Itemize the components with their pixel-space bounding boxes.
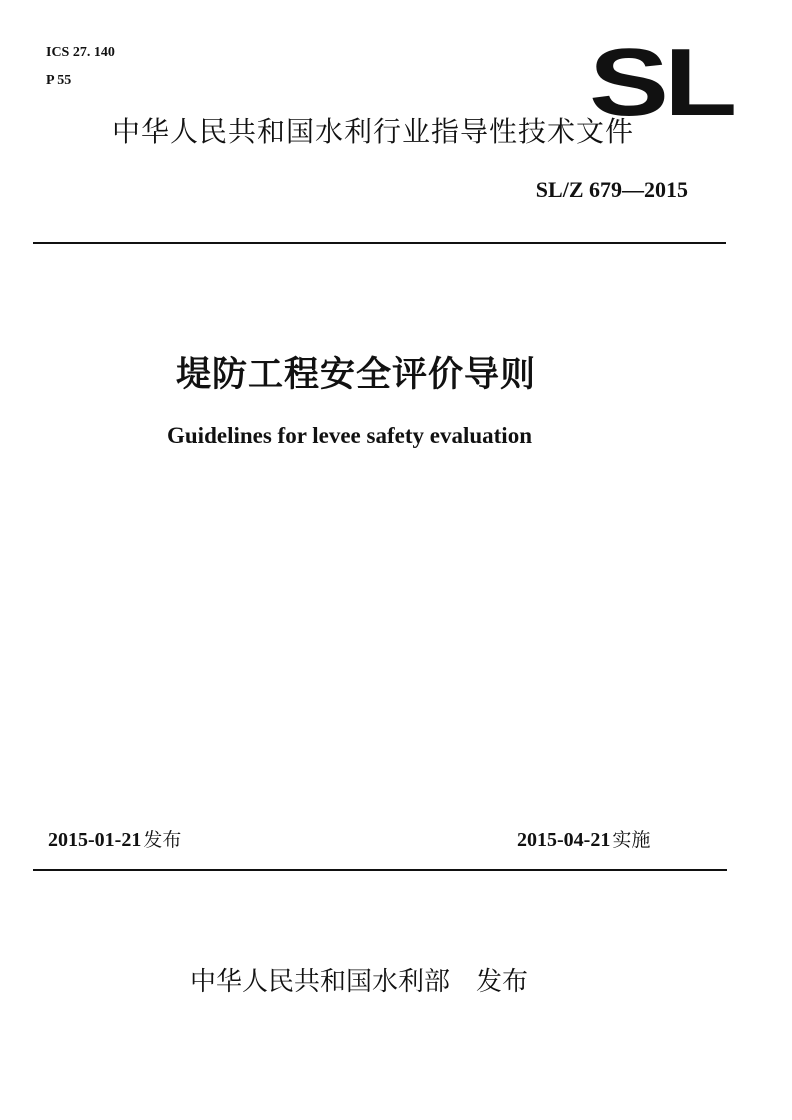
issue-label: 发布 xyxy=(143,829,182,851)
top-divider xyxy=(33,242,726,244)
standard-number: SL/Z 679—2015 xyxy=(535,177,688,202)
english-title: Guidelines for levee safety evaluation xyxy=(167,423,532,448)
implementation-label: 实施 xyxy=(612,829,651,851)
publisher-action: 发布 xyxy=(476,967,529,997)
sl-logo: SL xyxy=(589,29,733,136)
implementation-date-block xyxy=(517,826,650,854)
ccs-code: P 55 xyxy=(46,73,72,88)
chinese-title: 堤防工程安全评价导则 xyxy=(176,355,537,395)
bottom-divider xyxy=(33,869,727,871)
publisher-name: 中华人民共和国水利部 xyxy=(190,967,451,997)
implementation-date: 2015-04-21 xyxy=(517,829,611,851)
ics-code: ICS 27. 140 xyxy=(46,45,115,60)
issue-date-block xyxy=(48,826,181,854)
document-type: 中华人民共和国水利行业指导性技术文件 xyxy=(112,115,635,148)
publisher-line xyxy=(190,963,528,1001)
issue-date: 2015-01-21 xyxy=(48,829,142,851)
